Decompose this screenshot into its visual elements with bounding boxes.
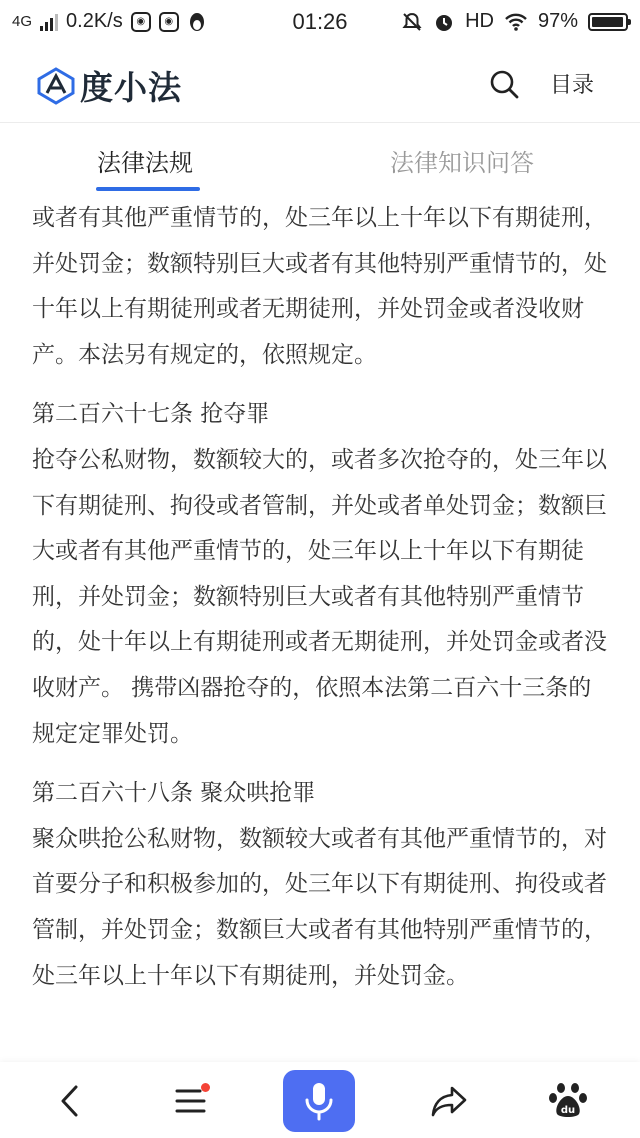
microphone-icon [283, 1070, 355, 1132]
article-body: 抢夺公私财物，数额较大的，或者多次抢夺的，处三年以下有期徒刑、拘役或者管制，并处或者单处罚金；数额巨大或者有其他严重情节的，处三年以上十年以下有期徒刑，并处罚金；数额特别巨大或者有其他特别严重情节的，处十年以上有期徒刑或者无期徒刑，并处罚金或者没收财产。 携带凶器抢夺的，依照本法第二百六十三条的规定定罪处罚。 [32, 446, 607, 747]
battery-fill [592, 17, 623, 27]
article-title: 第二百六十八条 聚众哄抢罪 [32, 780, 316, 807]
clock: 01:26 [292, 9, 348, 34]
article-268 [32, 771, 612, 999]
status-right [401, 10, 628, 33]
battery-percent: 97% [537, 10, 578, 32]
alarm-icon [433, 11, 455, 33]
back-icon[interactable] [58, 1084, 82, 1118]
wifi-icon [504, 12, 528, 32]
app-notification-icon: ◉ [131, 12, 151, 32]
search-icon[interactable] [488, 68, 520, 100]
hd-indicator: HD [465, 10, 494, 32]
battery-icon [588, 13, 628, 31]
bottom-toolbar [0, 1062, 640, 1138]
mute-bell-icon [401, 11, 423, 33]
tab-laws[interactable]: 法律法规 [97, 149, 193, 177]
article-body: 聚众哄抢公私财物，数额较大或者有其他严重情节的，对首要分子和积极参加的，处三年以下有期徒刑、拘役或者管制，并处罚金；数额巨大或者有其他特别严重情节的，处三年以上十年以下有期徒刑，并处罚金。 [32, 825, 607, 989]
menu-button[interactable] [174, 1084, 210, 1118]
toc-button[interactable]: 目录 [550, 73, 595, 98]
logo-mark-icon [36, 66, 76, 106]
notification-dot [201, 1083, 210, 1092]
svg-text:du: du [560, 1105, 576, 1116]
network-speed: 0.2K/s [66, 10, 123, 32]
app-header [0, 44, 640, 123]
logo[interactable] [36, 62, 182, 109]
network-type: 4G [12, 13, 33, 30]
article-267 [32, 392, 612, 757]
share-icon[interactable] [430, 1084, 468, 1118]
tab-legal-qa[interactable]: 法律知识问答 [390, 149, 534, 177]
article-continuation: 或者有其他严重情节的，处三年以上十年以下有期徒刑，并处罚金；数额特别巨大或者有其他特别严重情节的，处十年以上有期徒刑或者无期徒刑，并处罚金或者没收财产。本法另有规定的，依照规定。 [32, 205, 607, 368]
status-bar [0, 0, 640, 44]
law-content[interactable] [32, 196, 612, 1066]
app-notification-icon-2: ◉ [159, 12, 179, 32]
tab-bar [0, 123, 640, 195]
baidu-paw-icon[interactable] [548, 1080, 588, 1120]
voice-search-button[interactable] [283, 1070, 355, 1132]
active-tab-indicator [96, 187, 200, 191]
article-title: 第二百六十七条 抢夺罪 [32, 401, 270, 428]
logo-text: 度小法 [80, 68, 182, 107]
